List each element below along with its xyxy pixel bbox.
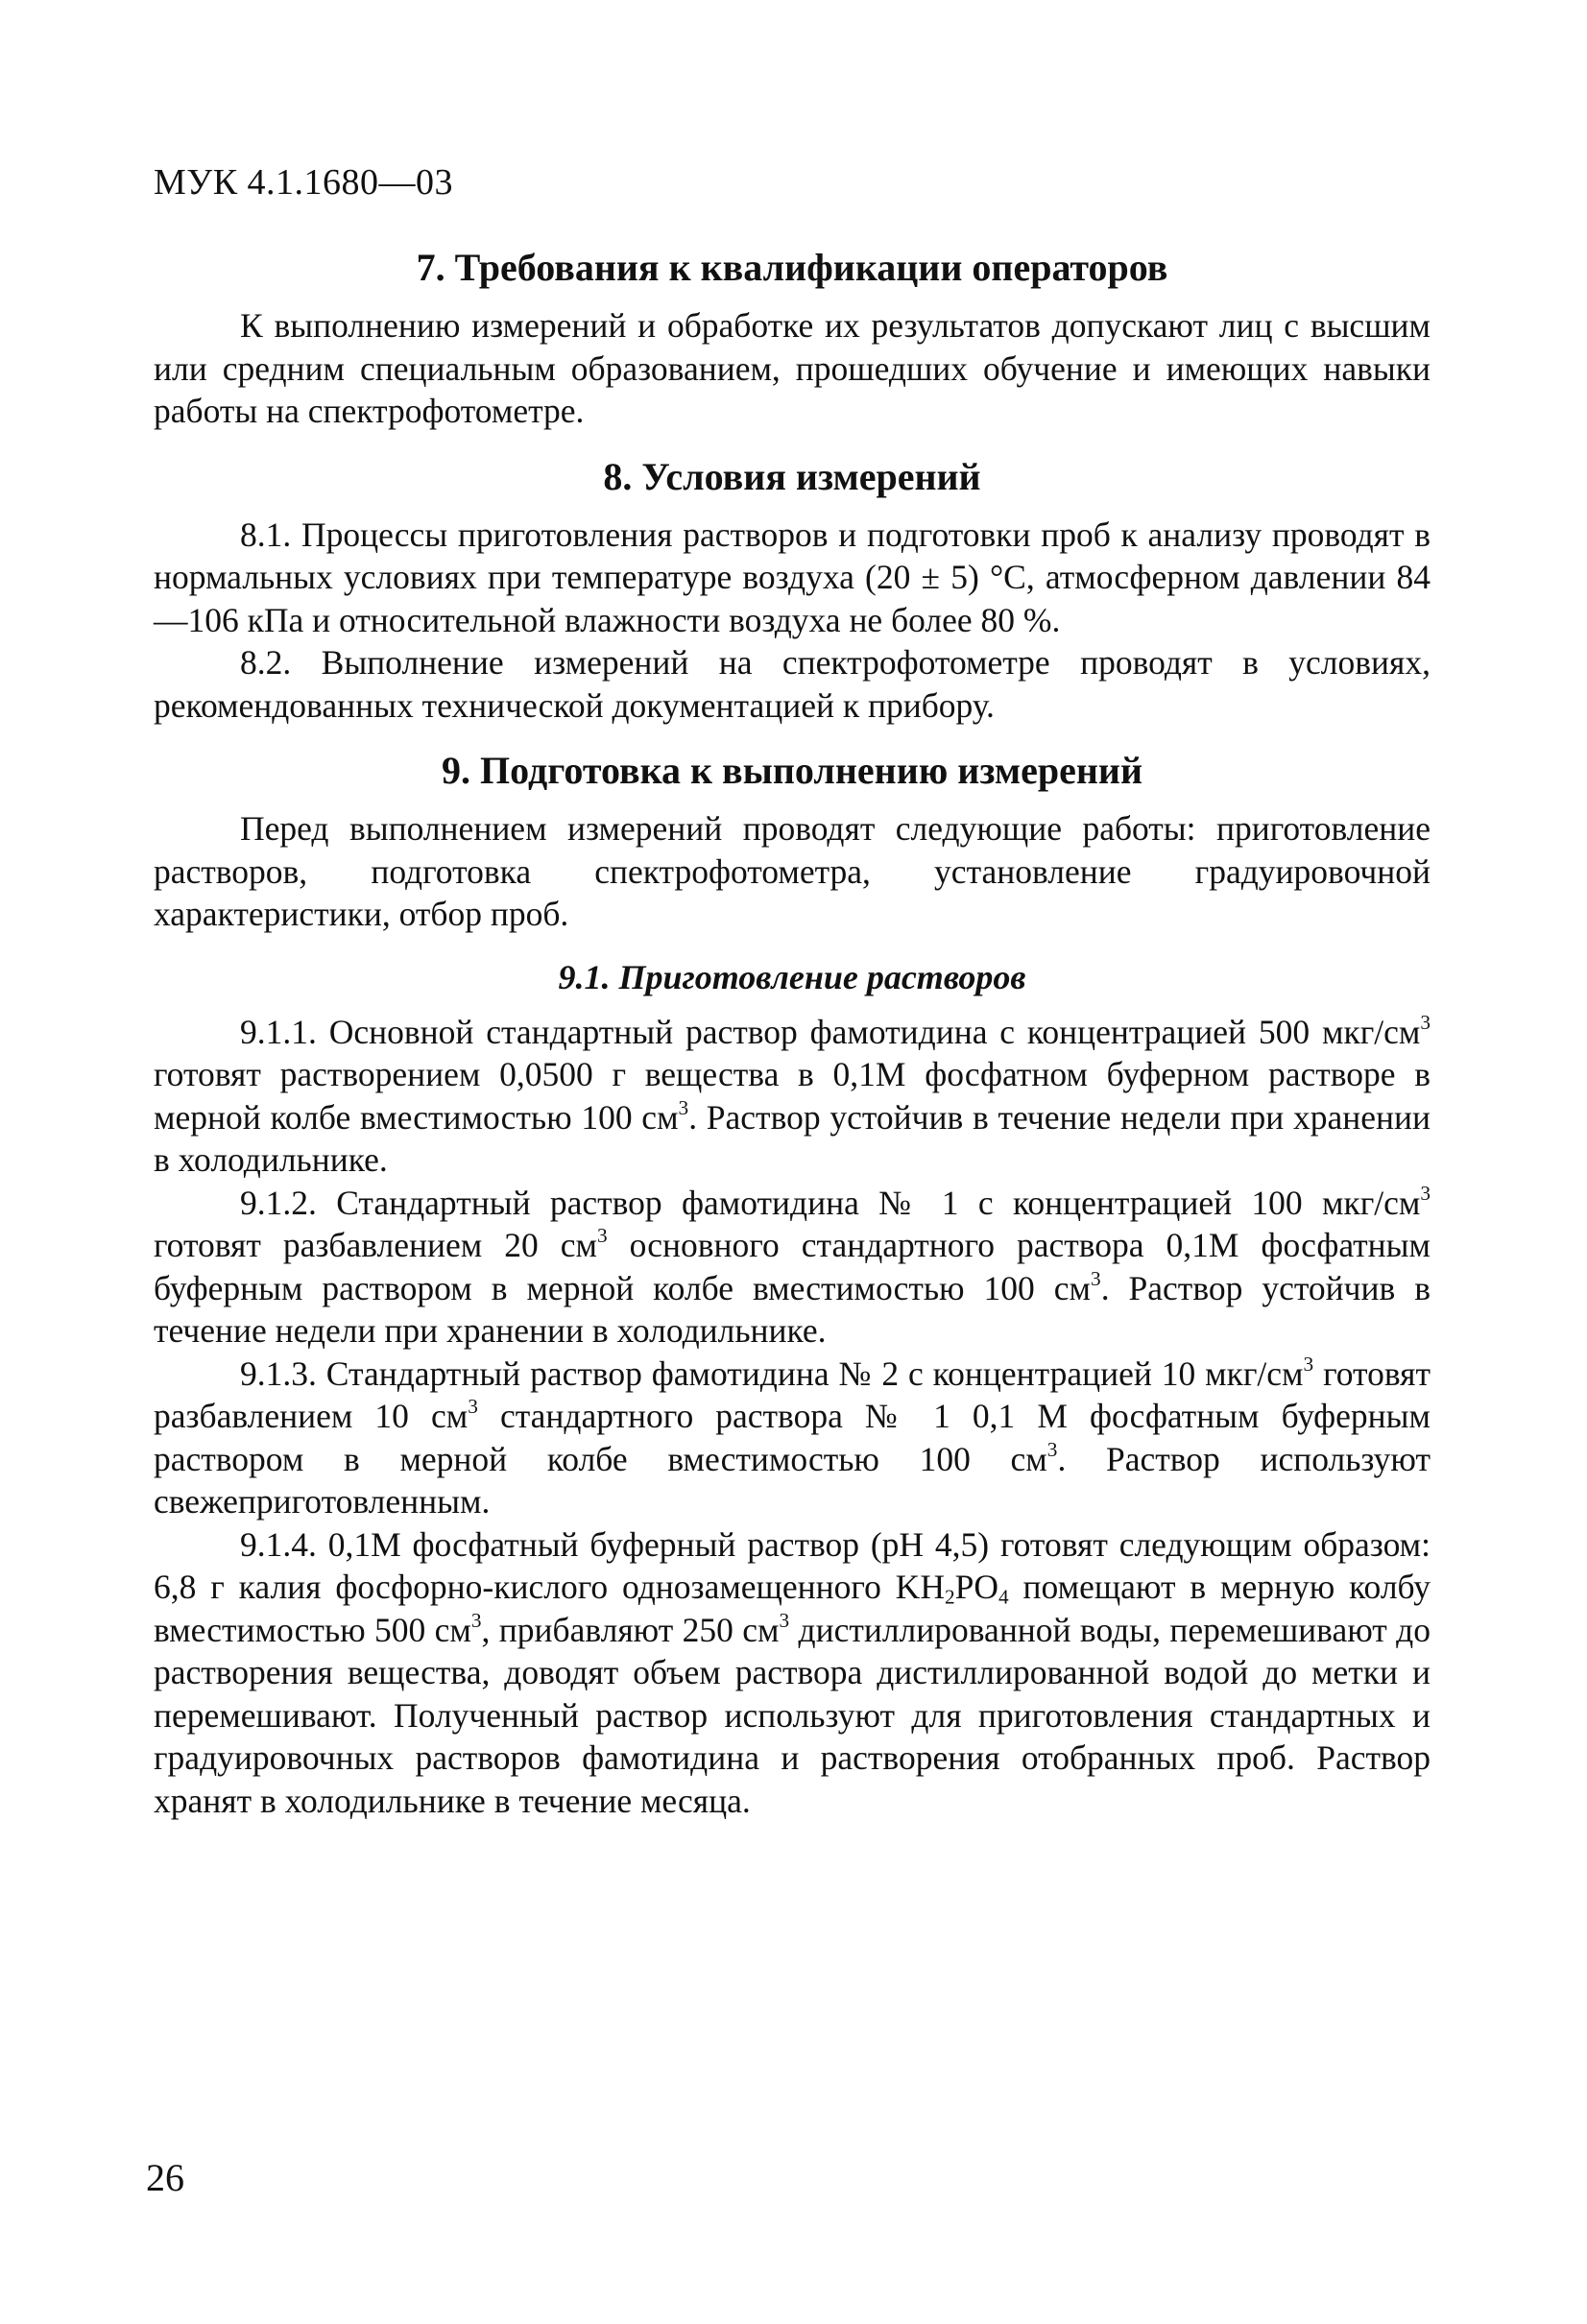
paragraph-9-1-1	[154, 1011, 1431, 1182]
paragraph-8-1: 8.1. Процессы приготовления растворов и подготовки проб к анализу проводят в нормальных условиях при температуре воздуха (20 ± 5) °С, атмосферном давлении 84—106 кПа и относительной влажности воздуха не более 80 %.	[154, 515, 1431, 639]
text-run: 9.1.4. 0,1М фосфатный буферный раствор (рН 4,5) готовят следующим образом: 6,8 г калия фосфорно-кислого однозамещенного KH	[154, 1524, 1431, 1606]
paragraph-9-1-4	[154, 1523, 1431, 1823]
superscript: 3	[470, 1608, 482, 1632]
paragraph-9-1-2	[154, 1182, 1431, 1353]
text-run: помещают в мерную колбу вместимостью 500 см	[154, 1568, 1431, 1649]
text-run: готовят растворением 0,0500 г вещества в 0,1М фосфатном буферном растворе в мерной колбе вместимостью 100 см	[154, 1055, 1431, 1137]
superscript: 3	[1303, 1352, 1314, 1376]
document-code: МУК 4.1.1680—03	[154, 162, 454, 203]
text-run: , прибавляют 250 см	[481, 1610, 780, 1649]
superscript: 3	[779, 1608, 790, 1632]
document-body	[154, 245, 1431, 1822]
superscript: 3	[1091, 1266, 1101, 1290]
superscript: 3	[596, 1224, 608, 1248]
superscript: 3	[1420, 1181, 1431, 1205]
superscript: 3	[1420, 1010, 1431, 1034]
text-run: PO	[954, 1568, 999, 1606]
section-8-heading: 8. Условия измерений	[603, 454, 981, 498]
subscript: 4	[998, 1585, 1009, 1609]
text-run: . Раствор устойчив в течение недели при хранении в холодильнике.	[154, 1268, 1431, 1350]
text-run: основного стандартного раствора 0,1М фосфатным буферным раствором в мерной колбе вместимостью 100 см	[154, 1226, 1431, 1307]
paragraph-9-1-3	[154, 1353, 1431, 1523]
text-run: 9.1.1. Основной стандартный раствор фамотидина с концентрацией 500 мкг/см	[240, 1012, 1421, 1051]
superscript: 3	[678, 1095, 689, 1119]
section-7-heading: 7. Требования к квалификации операторов	[416, 246, 1168, 289]
superscript: 3	[468, 1395, 478, 1419]
text-run: готовят разбавлением 10 см	[154, 1354, 1431, 1435]
section-7-paragraph: К выполнению измерений и обработке их результатов допускают лиц с высшим или средним специальным образованием, прошедших обучение и имеющих навыки работы на спектрофотометре.	[154, 306, 1431, 430]
subscript: 2	[944, 1585, 955, 1609]
page-number: 26	[146, 2156, 184, 2199]
text-run: 9.1.3. Стандартный раствор фамотидина № 2 с концентрацией 10 мкг/см	[240, 1354, 1304, 1393]
superscript: 3	[1046, 1437, 1058, 1461]
section-9-heading: 9. Подготовка к выполнению измерений	[442, 749, 1142, 792]
text-run: . Раствор используют свежеприготовленным.	[154, 1439, 1431, 1521]
text-run: . Раствор устойчив в течение недели при хранении в холодильнике.	[154, 1097, 1431, 1179]
section-9-intro: Перед выполнением измерений проводят следующие работы: приготовление растворов, подготовка спектрофотометра, установление градуировочной характеристики, отбор проб.	[154, 809, 1431, 933]
subsection-9-1-heading: 9.1. Приготовление растворов	[558, 957, 1026, 996]
paragraph-8-2: 8.2. Выполнение измерений на спектрофотометре проводят в условиях, рекомендованных технической документацией к прибору.	[154, 643, 1431, 725]
text-run: 9.1.2. Стандартный раствор фамотидина № 1 с концентрацией 100 мкг/см	[240, 1183, 1421, 1222]
text-run: стандартного раствора № 1 0,1 М фосфатным буферным раствором в мерной колбе вместимостью 100 см	[154, 1397, 1431, 1478]
text-run: готовят разбавлением 20 см	[154, 1226, 597, 1264]
text-run: дистиллированной воды, перемешивают до растворения вещества, доводят объем раствора дистиллированной водой до метки и перемешивают. Полученный раствор используют для приготовления стандартных и градуировочных растворов фамотидина и растворения отобранных проб. Раствор хранят в холодильнике в течение месяца.	[154, 1610, 1431, 1820]
